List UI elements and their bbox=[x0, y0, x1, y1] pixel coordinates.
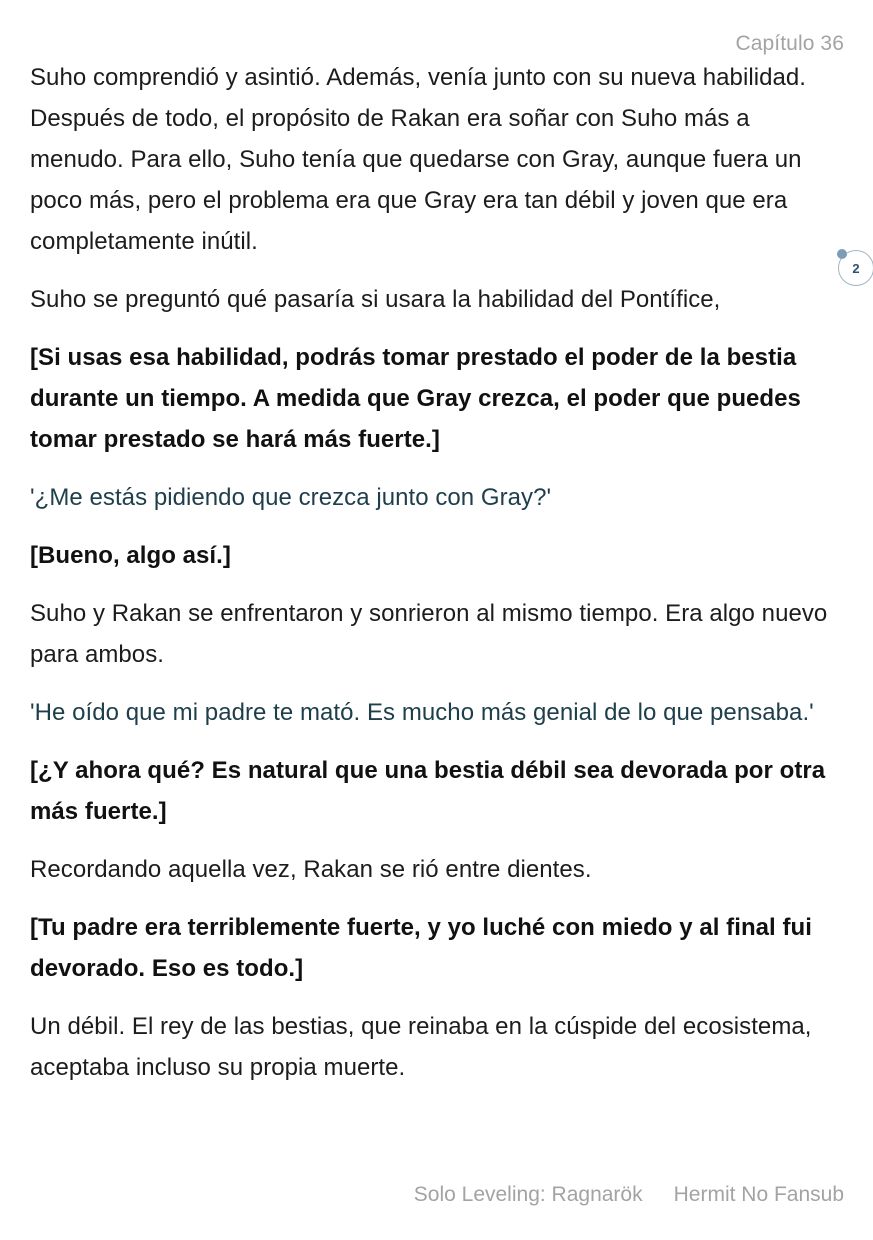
chapter-title: Capítulo 36 bbox=[735, 32, 844, 55]
page-number: 2 bbox=[852, 260, 860, 276]
paragraph-thought: 'He oído que mi padre te mató. Es mucho más genial de lo que pensaba.' bbox=[30, 699, 814, 726]
translator-credit: Hermit No Fansub bbox=[673, 1183, 844, 1206]
paragraph-thought: '¿Me estás pidiendo que crezca junto con Gray?' bbox=[30, 484, 552, 511]
book-title: Solo Leveling: Ragnarök bbox=[413, 1183, 643, 1206]
page-footer bbox=[414, 1183, 844, 1207]
paragraph-narration: Suho se preguntó qué pasaría si usara la habilidad del Pontífice, bbox=[30, 286, 721, 313]
paragraph-narration: Recordando aquella vez, Rakan se rió entre dientes. bbox=[30, 856, 592, 883]
paragraph-system-message: [¿Y ahora qué? Es natural que una bestia débil sea devorada por otra más fuerte.] bbox=[30, 757, 826, 825]
paragraph-narration: Suho y Rakan se enfrentaron y sonrieron al mismo tiempo. Era algo nuevo para ambos. bbox=[30, 600, 828, 668]
paragraph-system-message: [Si usas esa habilidad, podrás tomar prestado el poder de la bestia durante un tiempo. A medida que Gray crezca, el poder que puedes tomar prestado se hará más fuerte.] bbox=[30, 344, 801, 453]
page-number-marker[interactable] bbox=[838, 250, 873, 286]
paragraph-narration: Suho comprendió y asintió. Además, venía junto con su nueva habilidad. Después de todo, el propósito de Rakan era soñar con Suho más a menudo. Para ello, Suho tenía que quedarse con Gray, aunque fuera un poco más, pero el problema era que Gray era tan débil y joven que era completamente inútil. bbox=[30, 64, 806, 255]
chapter-text bbox=[30, 57, 850, 1105]
paragraph-system-message: [Bueno, algo así.] bbox=[30, 542, 231, 569]
marker-dot-icon bbox=[837, 249, 847, 259]
paragraph-narration: Un débil. El rey de las bestias, que reinaba en la cúspide del ecosistema, aceptaba incluso su propia muerte. bbox=[30, 1013, 812, 1081]
paragraph-system-message: [Tu padre era terriblemente fuerte, y yo luché con miedo y al final fui devorado. Eso es todo.] bbox=[30, 914, 812, 982]
